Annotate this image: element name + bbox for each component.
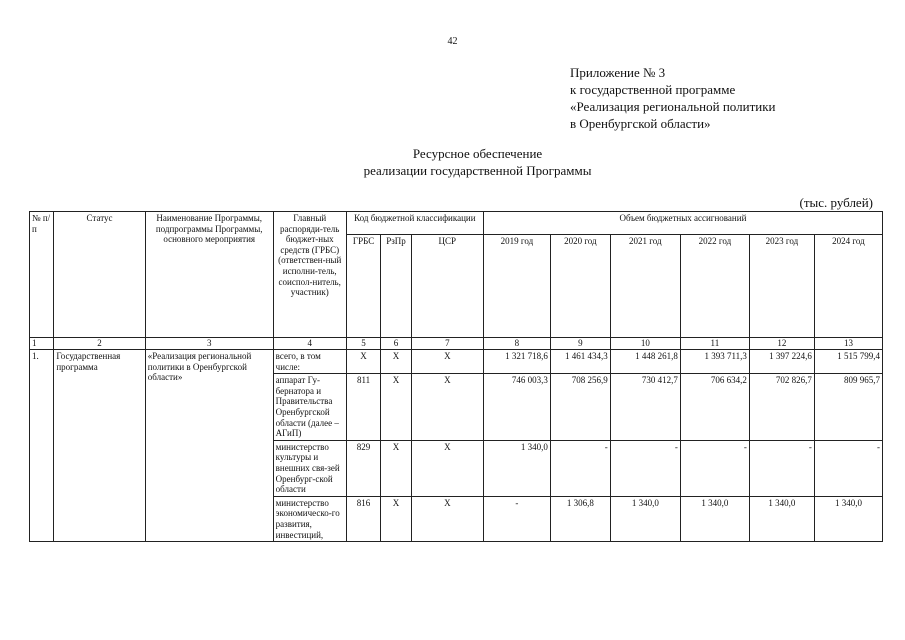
appendix-line-3: «Реализация региональной политики	[570, 99, 776, 114]
column-number-row	[30, 338, 883, 350]
value-2020: 1 306,8	[550, 496, 610, 541]
column-number: 9	[550, 338, 610, 350]
column-number: 6	[381, 338, 411, 350]
value-2023: 1 340,0	[749, 496, 814, 541]
value-2020: -	[550, 440, 610, 496]
manager-cell: аппарат Гу-бернатора и Правительства Оренбургской области (далее – АГиП)	[273, 374, 346, 441]
header-manager: Главный распоряди-тель бюджет-ных средств (ГРБС) (ответствен-ный исполни-тель, соиспол-нитель, участник)	[273, 212, 346, 338]
header-year-2023: 2023 год	[749, 235, 814, 338]
value-2023: 702 826,7	[749, 374, 814, 441]
value-2022: -	[680, 440, 749, 496]
header-year-2024: 2024 год	[814, 235, 882, 338]
value-2023: -	[749, 440, 814, 496]
column-number: 13	[814, 338, 882, 350]
column-number: 2	[54, 338, 145, 350]
header-allocations: Объем бюджетных ассигнований	[483, 212, 882, 235]
column-number: 7	[411, 338, 483, 350]
value-2022: 1 393 711,3	[680, 350, 749, 374]
column-number: 11	[680, 338, 749, 350]
value-2024: -	[814, 440, 882, 496]
header-year-2019: 2019 год	[483, 235, 550, 338]
column-number: 12	[749, 338, 814, 350]
rzpr-cell: X	[381, 374, 411, 441]
appendix-line-4: в Оренбургской области»	[570, 116, 711, 131]
value-2022: 1 340,0	[680, 496, 749, 541]
value-2021: 730 412,7	[610, 374, 680, 441]
value-2021: -	[610, 440, 680, 496]
column-number: 5	[346, 338, 381, 350]
rzpr-cell: X	[381, 350, 411, 374]
header-num: № п/п	[30, 212, 54, 338]
csr-cell: X	[411, 440, 483, 496]
grbs-cell: 811	[346, 374, 381, 441]
resource-table	[29, 211, 883, 542]
document-title-line-1: Ресурсное обеспечение	[412, 146, 543, 161]
column-number: 1	[30, 338, 54, 350]
value-2023: 1 397 224,6	[749, 350, 814, 374]
header-name: Наименование Программы, подпрограммы Программы, основного мероприятия	[145, 212, 273, 338]
value-2019: -	[483, 496, 550, 541]
column-number: 8	[483, 338, 550, 350]
value-2021: 1 340,0	[610, 496, 680, 541]
manager-cell: всего, в том числе:	[273, 350, 346, 374]
header-year-2021: 2021 год	[610, 235, 680, 338]
page-number: 42	[447, 36, 458, 47]
csr-cell: X	[411, 496, 483, 541]
header-budget-code: Код бюджетной классификации	[346, 212, 483, 235]
column-number: 10	[610, 338, 680, 350]
rzpr-cell: X	[381, 496, 411, 541]
value-2019: 1 340,0	[483, 440, 550, 496]
header-year-2020: 2020 год	[550, 235, 610, 338]
document-title	[0, 145, 905, 179]
csr-cell: X	[411, 374, 483, 441]
header-rzpr: РзПр	[381, 235, 411, 338]
appendix-line-2: к государственной программе	[570, 82, 736, 97]
value-2024: 1 340,0	[814, 496, 882, 541]
value-2019: 1 321 718,6	[483, 350, 550, 374]
value-2024: 1 515 799,4	[814, 350, 882, 374]
appendix-caption	[570, 64, 776, 132]
program-name: «Реализация региональной политики в Оренбургской области»	[145, 350, 273, 542]
manager-cell: министерство экономическо-го развития, инвестиций,	[273, 496, 346, 541]
value-2020: 1 461 434,3	[550, 350, 610, 374]
value-2020: 708 256,9	[550, 374, 610, 441]
value-2021: 1 448 261,8	[610, 350, 680, 374]
document-title-line-2: реализации государственной Программы	[363, 163, 592, 178]
table-row	[30, 350, 883, 374]
value-2024: 809 965,7	[814, 374, 882, 441]
rzpr-cell: X	[381, 440, 411, 496]
grbs-cell: 816	[346, 496, 381, 541]
table-header-row	[30, 212, 883, 235]
column-number: 3	[145, 338, 273, 350]
grbs-cell: 829	[346, 440, 381, 496]
value-2022: 706 634,2	[680, 374, 749, 441]
units-label: (тыс. рублей)	[799, 195, 873, 210]
appendix-line-1: Приложение № 3	[570, 65, 666, 80]
header-grbs: ГРБС	[346, 235, 381, 338]
program-status: Государственная программа	[54, 350, 145, 542]
header-year-2022: 2022 год	[680, 235, 749, 338]
csr-cell: X	[411, 350, 483, 374]
manager-cell: министерство культуры и внешних свя-зей Оренбург-ской области	[273, 440, 346, 496]
program-number: 1.	[30, 350, 54, 542]
header-status: Статус	[54, 212, 145, 338]
value-2019: 746 003,3	[483, 374, 550, 441]
header-csr: ЦСР	[411, 235, 483, 338]
grbs-cell: X	[346, 350, 381, 374]
column-number: 4	[273, 338, 346, 350]
